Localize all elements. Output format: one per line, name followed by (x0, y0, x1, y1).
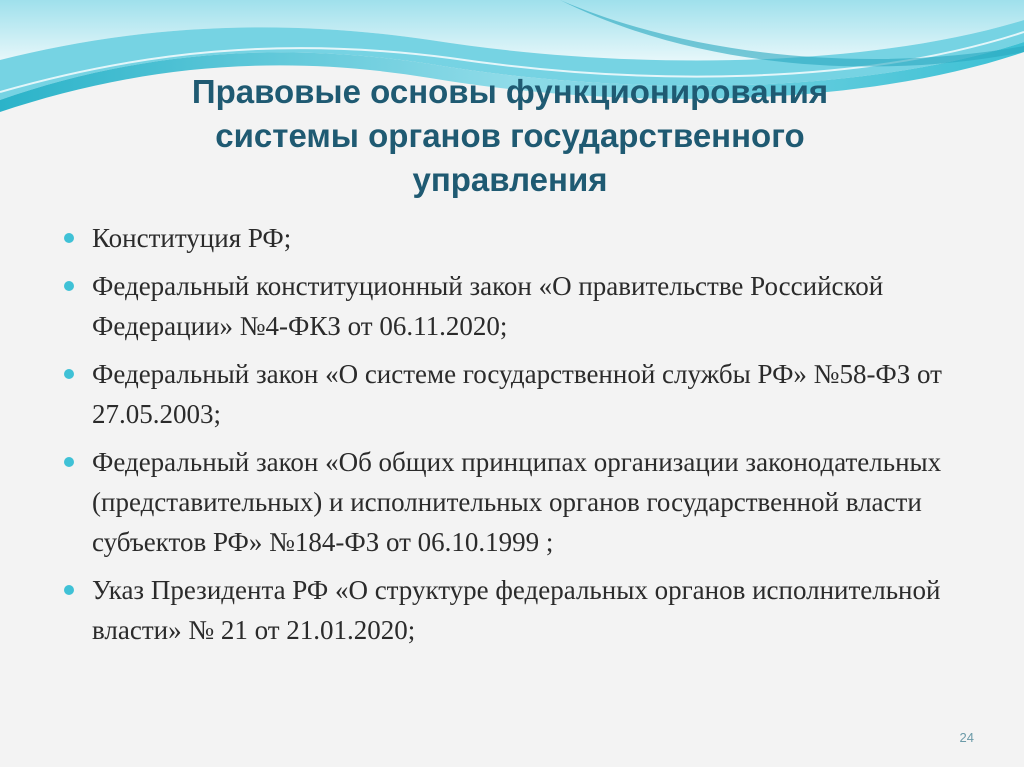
bullet-text: Федеральный закон «Об общих принципах организации законодательных (представительных) и исполнительных органов государственной власти субъектов РФ» №184-ФЗ от 06.10.1999 ; (92, 447, 942, 557)
page-number: 24 (959, 730, 974, 745)
bullet-text: Федеральный конституционный закон «О правительстве Российской Федерации» №4-ФКЗ от 06.11.2020; (92, 271, 884, 341)
slide-title-line-2: системы органов государственного (215, 117, 805, 154)
bullet-item-presidential-decree (62, 570, 962, 650)
bullet-dot-icon (64, 281, 74, 291)
bullet-text: Конституция РФ; (92, 223, 292, 253)
slide-title-line-3: управления (412, 161, 608, 198)
bullet-list (62, 218, 962, 658)
bullet-text: Федеральный закон «О системе государственной службы РФ» №58-ФЗ от 27.05.2003; (92, 359, 942, 429)
slide-title (110, 70, 910, 202)
bullet-dot-icon (64, 457, 74, 467)
bullet-dot-icon (64, 233, 74, 243)
bullet-item-regional-authorities-law (62, 442, 962, 562)
bullet-text: Указ Президента РФ «О структуре федеральных органов исполнительной власти» № 21 от 21.01.2020; (92, 575, 941, 645)
slide-title-line-1: Правовые основы функционирования (191, 73, 829, 110)
bullet-item-constitution (62, 218, 962, 258)
bullet-item-government-law (62, 266, 962, 346)
bullet-dot-icon (64, 585, 74, 595)
bullet-dot-icon (64, 369, 74, 379)
bullet-item-civil-service-law (62, 354, 962, 434)
